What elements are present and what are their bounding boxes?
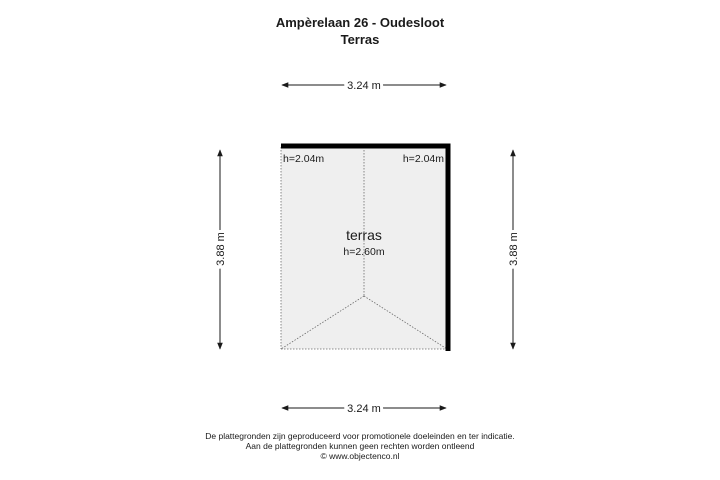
corner-height-right-label: h=2.04m [402, 153, 444, 165]
right-dimension-label: 3.88 m [508, 232, 520, 266]
left-dimension-label: 3.88 m [215, 232, 227, 266]
copyright-link[interactable]: © www.objectenco.nl [320, 451, 400, 461]
disclaimer-line-1: De plattegronden zijn geproduceerd voor promotionele doeleinden en ter indicatie. [205, 431, 515, 441]
bottom-dimension-label: 3.24 m [347, 403, 381, 415]
floor-title: Terras [340, 32, 380, 47]
top-dimension-label: 3.24 m [347, 80, 381, 92]
room-name-label: terras [346, 227, 382, 243]
left-dimension [215, 150, 227, 349]
corner-height-left-label: h=2.04m [283, 153, 325, 165]
disclaimer-line-2: Aan de plattegronden kunnen geen rechten worden ontleend [245, 441, 475, 451]
address-title: Ampèrelaan 26 - Oudesloot [275, 15, 445, 30]
top-dimension [282, 80, 446, 92]
room-height-label: h=2.60m [343, 246, 385, 258]
right-dimension [508, 150, 520, 349]
disclaimer [0, 431, 720, 461]
bottom-dimension [282, 403, 446, 415]
